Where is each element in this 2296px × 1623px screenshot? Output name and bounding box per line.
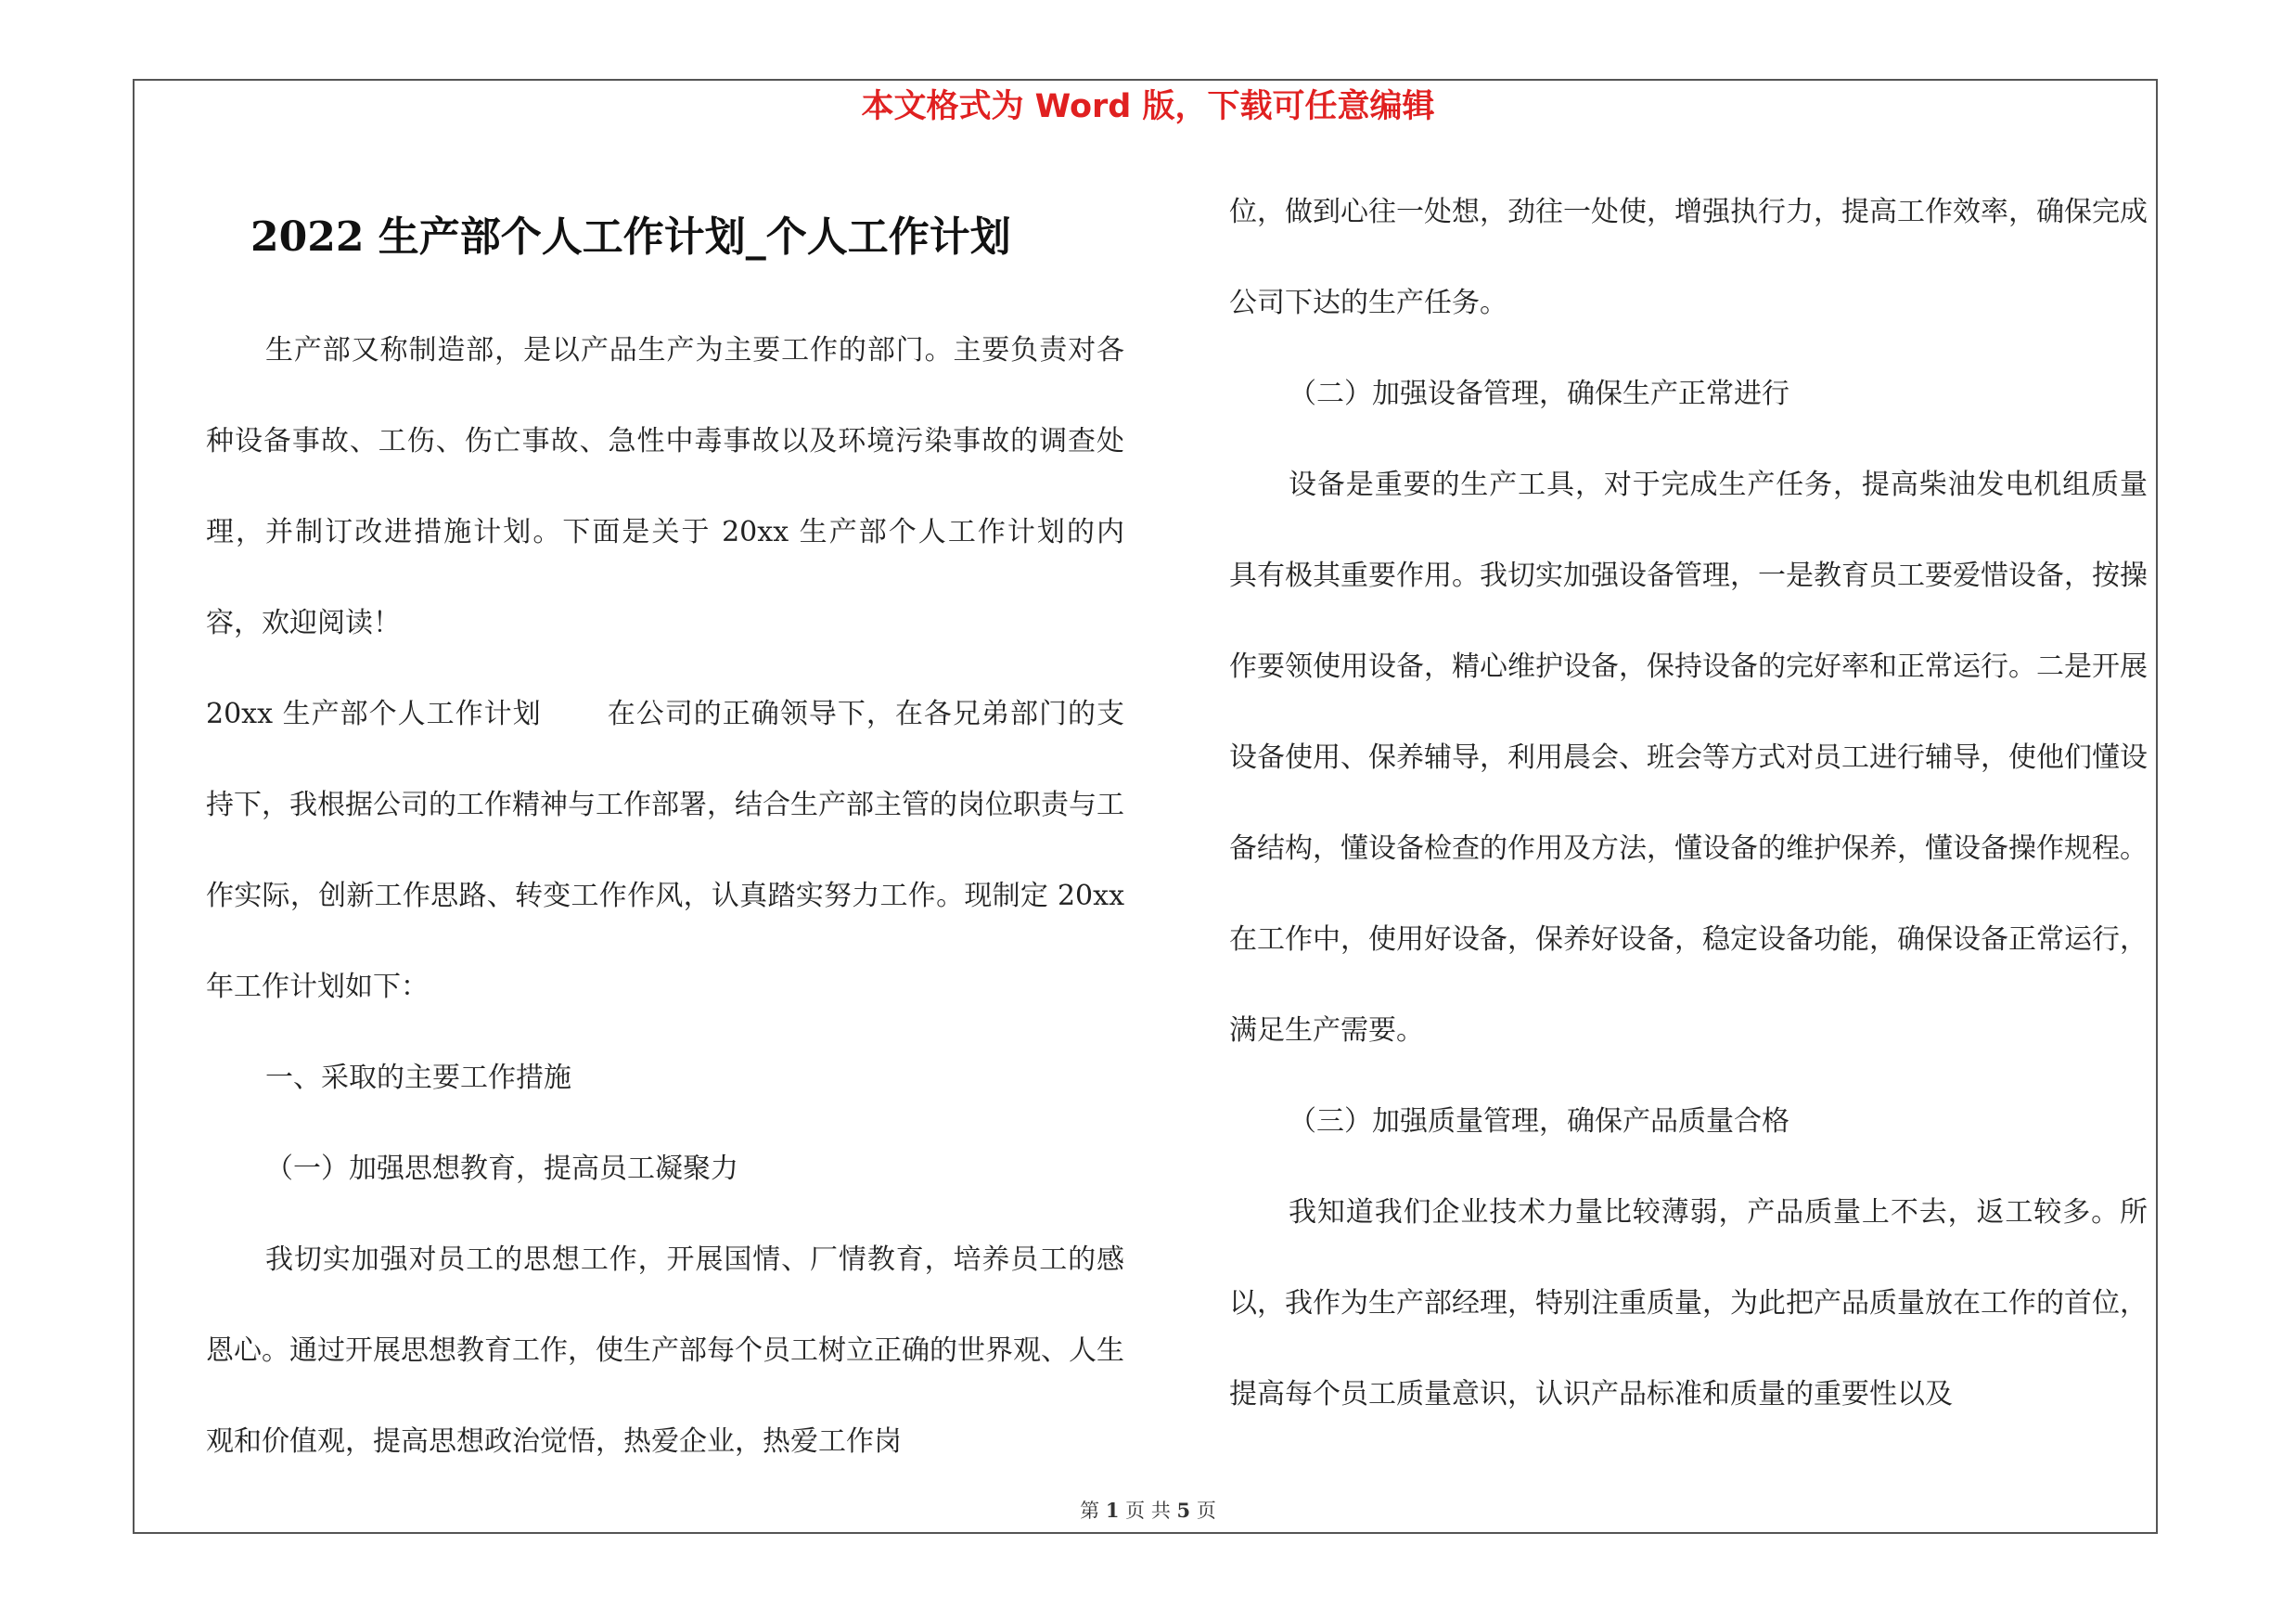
plan-label: 20xx 生产部个人工作计划 — [206, 698, 542, 730]
subheading-equipment-management: （二）加强设备管理，确保生产正常进行 — [1289, 378, 1789, 410]
subheading-ideological-education: （一）加强思想教育，提高员工凝聚力 — [265, 1153, 738, 1185]
total-pages: 5 — [1176, 1499, 1191, 1522]
right-column — [1229, 167, 2148, 1440]
page-prefix: 第 — [1080, 1500, 1100, 1522]
page-suffix: 页 — [1196, 1500, 1216, 1522]
quality-paragraph: 我知道我们企业技术力量比较薄弱，产品质量上不去，返工较多。所以，我作为生产部经理，特别注重质量，为此把产品质量放在工作的首位，提高每个员工质量意识，认识产品标准和质量的重要性以及 — [1229, 1196, 2148, 1410]
document-title: 2022 生产部个人工作计划_个人工作计划 — [250, 213, 1011, 261]
left-column — [206, 305, 1124, 1488]
education-paragraph-continued: 位，做到心往一处想，劲往一处使，增强执行力，提高工作效率，确保完成公司下达的生产任务。 — [1229, 196, 2148, 319]
plan-intro-paragraph — [206, 669, 1124, 1033]
plan-intro-text: 在公司的正确领导下，在各兄弟部门的支持下，我根据公司的工作精神与工作部署，结合生产部主管的岗位职责与工作实际，创新工作思路、转变工作作风，认真踏实努力工作。现制定 20xx 年工作计划如下： — [206, 698, 1124, 1003]
page-middle: 页 共 — [1125, 1500, 1171, 1522]
current-page: 1 — [1105, 1499, 1120, 1522]
equipment-paragraph: 设备是重要的生产工具，对于完成生产任务，提高柴油发电机组质量具有极其重要作用。我切实加强设备管理，一是教育员工要爱惜设备，按操作要领使用设备，精心维护设备，保持设备的完好率和正常运行。二是开展设备使用、保养辅导，利用晨会、班会等方式对员工进行辅导，使他们懂设备结构，懂设备检查的作用及方法，懂设备的维护保养，懂设备操作规程。在工作中，使用好设备，保养好设备，稳定设备功能，确保设备正常运行，满足生产需要。 — [1229, 469, 2148, 1047]
subheading-quality-management: （三）加强质量管理，确保产品质量合格 — [1289, 1105, 1789, 1138]
education-paragraph: 我切实加强对员工的思想工作，开展国情、厂情教育，培养员工的感恩心。通过开展思想教育工作，使生产部每个员工树立正确的世界观、人生观和价值观，提高思想政治觉悟，热爱企业，热爱工作岗 — [206, 1243, 1124, 1458]
page-number — [0, 1496, 2296, 1524]
format-banner: 本文格式为 Word 版，下载可任意编辑 — [861, 88, 1435, 125]
intro-paragraph: 生产部又称制造部，是以产品生产为主要工作的部门。主要负责对各种设备事故、工伤、伤亡事故、急性中毒事故以及环境污染事故的调查处理，并制订改进措施计划。下面是关于 20xx 生产部个人工作计划的内容，欢迎阅读！ — [206, 334, 1124, 639]
section-heading-main-measures: 一、采取的主要工作措施 — [265, 1062, 571, 1094]
